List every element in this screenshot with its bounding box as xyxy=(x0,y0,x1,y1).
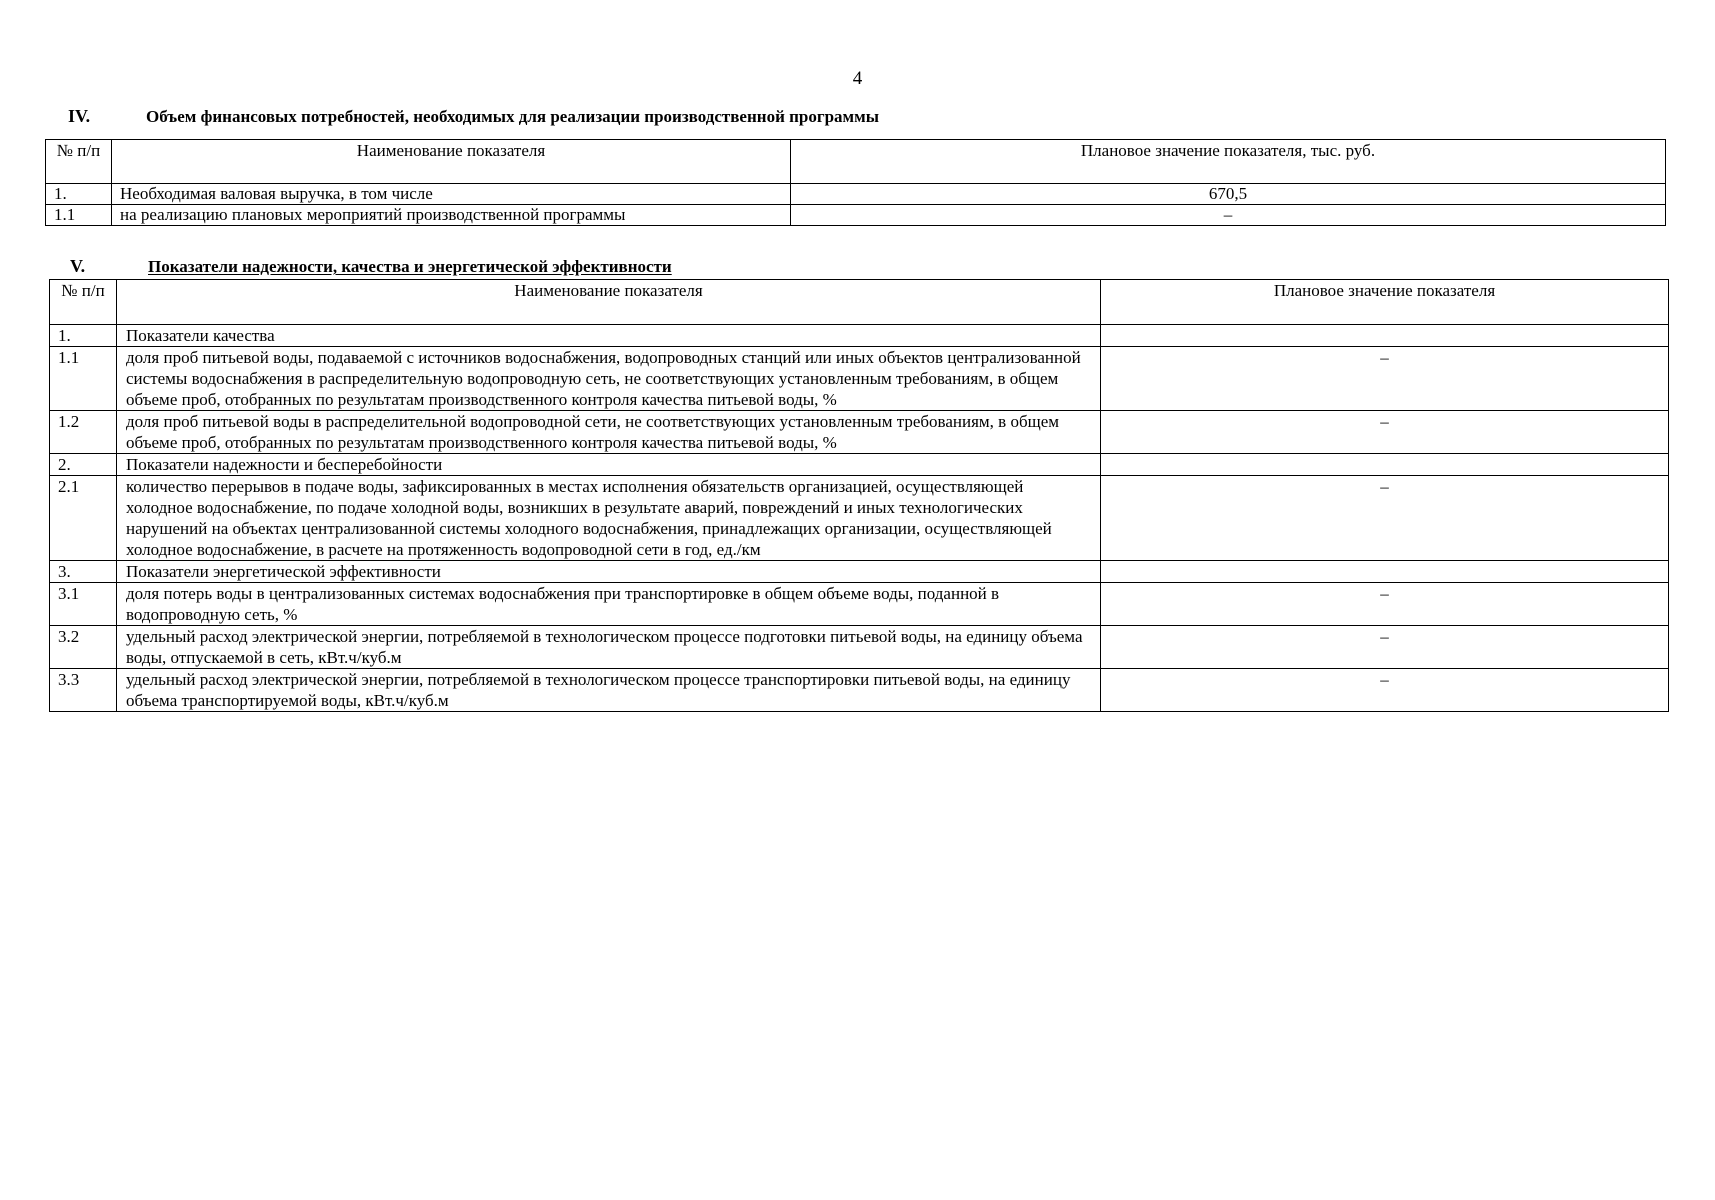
row-number: 1.1 xyxy=(46,205,112,226)
row-name: доля потерь воды в централизованных системах водоснабжения при транспортировке в общем объеме воды, поданной в водопроводную сеть, % xyxy=(117,583,1101,626)
row-number: 3. xyxy=(50,561,117,583)
financial-needs-table xyxy=(45,139,1666,226)
table-header-row xyxy=(46,140,1666,184)
section-v-title: Показатели надежности, качества и энергетической эффективности xyxy=(148,257,672,276)
row-number: 1.2 xyxy=(50,411,117,454)
col-header-num: № п/п xyxy=(46,140,112,184)
page-number: 4 xyxy=(852,68,863,89)
col-header-value: Плановое значение показателя xyxy=(1101,280,1669,325)
reliability-quality-table xyxy=(49,279,1669,712)
row-value: – xyxy=(791,205,1666,226)
row-name: на реализацию плановых мероприятий производственной программы xyxy=(112,205,791,226)
col-header-num: № п/п xyxy=(50,280,117,325)
section-iv-heading xyxy=(68,106,879,127)
row-number: 3.3 xyxy=(50,669,117,712)
table-row xyxy=(50,347,1669,411)
row-name: Показатели надежности и бесперебойности xyxy=(117,454,1101,476)
row-value: 670,5 xyxy=(791,184,1666,205)
row-number: 1. xyxy=(46,184,112,205)
table-row xyxy=(50,454,1669,476)
table-row xyxy=(50,325,1669,347)
row-number: 2.1 xyxy=(50,476,117,561)
row-value: – xyxy=(1101,583,1669,626)
col-header-name: Наименование показателя xyxy=(112,140,791,184)
section-v-number: V. xyxy=(70,256,86,276)
row-name: удельный расход электрической энергии, потребляемой в технологическом процессе подготовки питьевой воды, на единицу объема воды, отпускаемой в сеть, кВт.ч/куб.м xyxy=(117,626,1101,669)
row-value xyxy=(1101,454,1669,476)
row-number: 1. xyxy=(50,325,117,347)
table-row xyxy=(46,184,1666,205)
col-header-name: Наименование показателя xyxy=(117,280,1101,325)
row-name: доля проб питьевой воды в распределительной водопроводной сети, не соответствующих установленным требованиям, в общем объеме проб, отобранных по результатам производственного контроля качества питьевой воды, % xyxy=(117,411,1101,454)
row-name: количество перерывов в подаче воды, зафиксированных в местах исполнения обязательств организацией, осуществляющей холодное водоснабжение, по подаче холодной воды, возникших в результате аварий, повреждений и иных технологических нарушений на объектах централизованной системы холодного водоснабжения, принадлежащих организации, осуществляющей холодное водоснабжение, в расчете на протяженность водопроводной сети в год, ед./км xyxy=(117,476,1101,561)
row-value: – xyxy=(1101,476,1669,561)
row-number: 3.1 xyxy=(50,583,117,626)
row-number: 3.2 xyxy=(50,626,117,669)
row-name: доля проб питьевой воды, подаваемой с источников водоснабжения, водопроводных станций или иных объектов централизованной системы водоснабжения в распределительную водопроводную сеть, не соответствующих установленным требованиям, в общем объеме проб, отобранных по результатам производственного контроля качества питьевой воды, % xyxy=(117,347,1101,411)
table-row xyxy=(50,669,1669,712)
table-row xyxy=(50,583,1669,626)
table-row xyxy=(50,476,1669,561)
row-name: удельный расход электрической энергии, потребляемой в технологическом процессе транспортировки питьевой воды, на единицу объема транспортируемой воды, кВт.ч/куб.м xyxy=(117,669,1101,712)
row-value: – xyxy=(1101,411,1669,454)
row-name: Показатели качества xyxy=(117,325,1101,347)
table-header-row xyxy=(50,280,1669,325)
row-number: 2. xyxy=(50,454,117,476)
row-value: – xyxy=(1101,626,1669,669)
col-header-value: Плановое значение показателя, тыс. руб. xyxy=(791,140,1666,184)
row-value: – xyxy=(1101,669,1669,712)
section-v-heading xyxy=(70,256,672,277)
row-name: Показатели энергетической эффективности xyxy=(117,561,1101,583)
row-name: Необходимая валовая выручка, в том числе xyxy=(112,184,791,205)
row-value: – xyxy=(1101,347,1669,411)
row-number: 1.1 xyxy=(50,347,117,411)
section-iv-title: Объем финансовых потребностей, необходимых для реализации производственной программы xyxy=(146,107,879,126)
table-row xyxy=(50,411,1669,454)
table-row xyxy=(50,561,1669,583)
row-value xyxy=(1101,325,1669,347)
row-value xyxy=(1101,561,1669,583)
table-row xyxy=(46,205,1666,226)
table-row xyxy=(50,626,1669,669)
section-iv-number: IV. xyxy=(68,106,91,126)
